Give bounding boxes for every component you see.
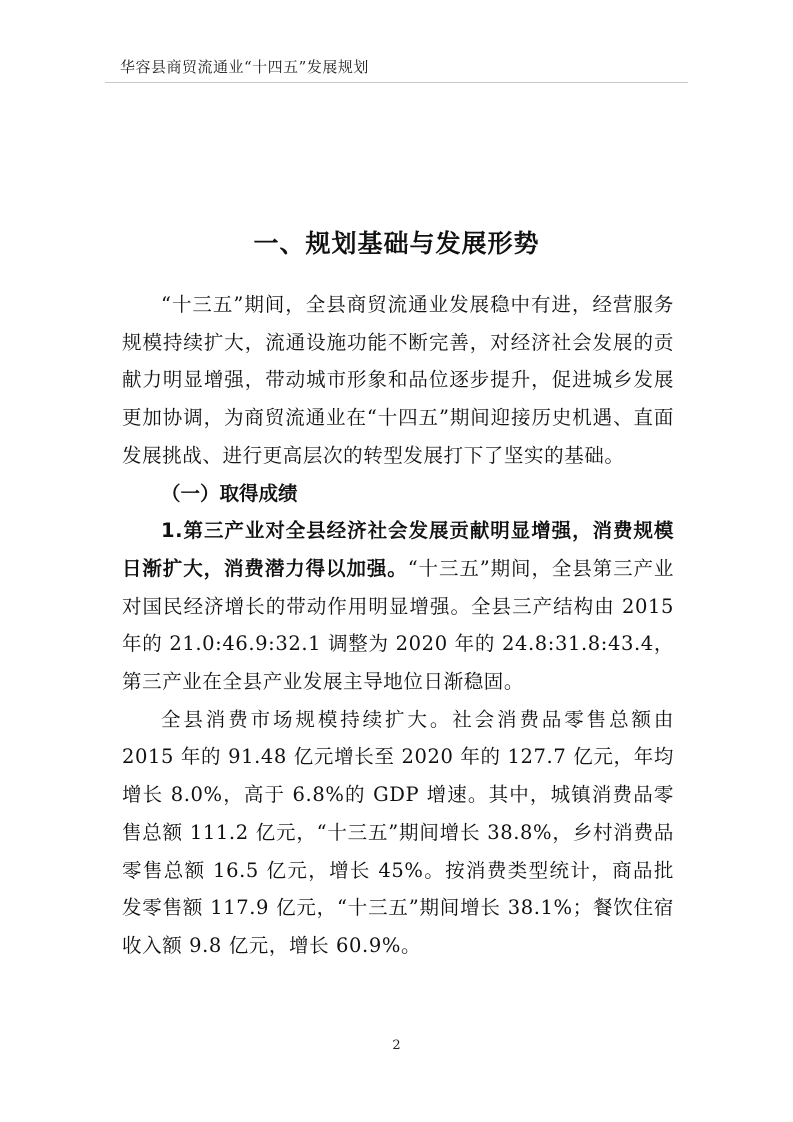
subsection-heading: （一）取得成绩 xyxy=(161,481,298,505)
header-divider xyxy=(105,82,688,83)
document-body xyxy=(122,286,674,965)
point-1-body: “十三五”期间，全县第三产业对国民经济增长的带动作用明显增强。全县三产结构由 2015 年的 21.0:46.9:32.1 调整为 2020 年的 24.8:31.8:43.4，第三产业在全县产业发展主导地位日渐稳固。 xyxy=(122,556,674,694)
page-header-title: 华容县商贸流通业“十四五”发展规划 xyxy=(120,58,369,76)
point-1-paragraph xyxy=(122,512,674,701)
consumption-paragraph: 全县消费市场规模持续扩大。社会消费品零售总额由 2015 年的 91.48 亿元增长至 2020 年的 127.7 亿元，年均增长 8.0%，高于 6.8%的 GDP 增速。其中，城镇消费品零售总额 111.2 亿元，“十三五”期间增长 38.8%，乡村消费品零售总额 16.5 亿元，增长 45%。按消费类型统计，商品批发零售额 117.9 亿元，“十三五”期间增长 38.1%；餐饮住宿收入额 9.8 亿元，增长 60.9%。 xyxy=(122,707,674,957)
point-1-lead: 1.第三产业对全县经济社会发展贡献明显增强，消费规模日渐扩大，消费潜力得以加强。 xyxy=(122,519,674,580)
page-number: 2 xyxy=(392,1038,401,1053)
intro-paragraph: “十三五”期间，全县商贸流通业发展稳中有进，经营服务规模持续扩大，流通设施功能不断完善，对经济社会发展的贡献力明显增强，带动城市形象和品位逐步提升，促进城乡发展更加协调，为商贸流通业在“十四五”期间迎接历史机遇、直面发展挑战、进行更高层次的转型发展打下了坚实的基础。 xyxy=(122,293,674,467)
section-heading: 一、规划基础与发展形势 xyxy=(253,229,540,258)
